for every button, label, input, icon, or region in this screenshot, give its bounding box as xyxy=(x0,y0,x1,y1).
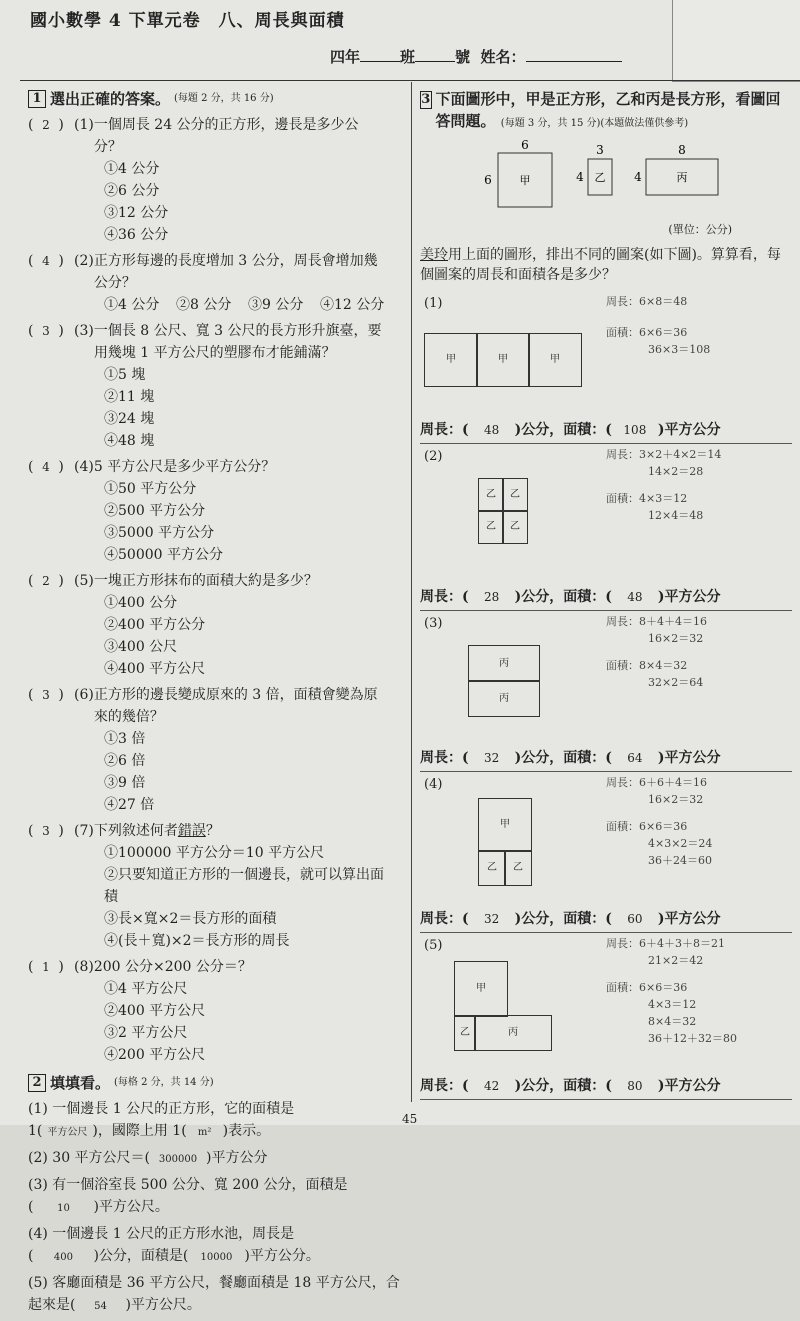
fill-item xyxy=(28,1147,400,1171)
question-stem: 200 公分×200 公分＝？ xyxy=(93,959,252,975)
calc-line: 面積：6×6＝36 xyxy=(606,326,688,339)
fill-answer: 10 xyxy=(57,1203,70,1214)
option-list xyxy=(104,294,400,316)
arrangement-part xyxy=(420,444,792,611)
shape-cell: 乙 xyxy=(502,478,528,512)
calc-line: 12×4＝48 xyxy=(648,509,704,522)
question-item xyxy=(28,570,400,680)
result-line xyxy=(420,908,721,930)
area-answer: 108 xyxy=(623,423,647,437)
result-text: 周長：( xyxy=(420,589,469,605)
question-number: (4) xyxy=(74,459,94,475)
option: ②400 平方公尺 xyxy=(104,1003,206,1019)
answer-slot: ( 2 ) xyxy=(28,570,74,592)
fill-text: )平方公分 xyxy=(206,1150,268,1166)
option: ①3 倍 xyxy=(104,731,146,747)
calc-line: 面積：6×6＝36 xyxy=(606,820,688,833)
part-number: (3) xyxy=(424,616,443,631)
option: ④36 公分 xyxy=(104,227,169,243)
student-name: 美玲 xyxy=(420,247,448,263)
left-column xyxy=(28,88,400,1321)
option: ①400 公分 xyxy=(104,595,178,611)
calc-line: 32×2＝64 xyxy=(648,676,704,689)
fill-answer: 54 xyxy=(94,1301,107,1312)
number-label: 號 xyxy=(455,48,471,66)
question-list xyxy=(28,114,400,1066)
fill-text: (3) 有一個浴室長 500 公分、寬 200 公分，面積是 xyxy=(28,1177,348,1193)
fill-text: (4) 一個邊長 1 公尺的正方形水池，周長是 xyxy=(28,1226,295,1242)
calc-line: 21×2＝42 xyxy=(648,954,704,967)
unit-note: (單位：公分) xyxy=(668,223,732,236)
section-number: 2 xyxy=(28,1074,46,1092)
shape-cell: 乙 xyxy=(454,1015,476,1051)
result-text: )平方公分 xyxy=(657,589,721,605)
option: ④400 平方公尺 xyxy=(104,661,206,677)
calc-line: 周長：3×2＋4×2＝14 xyxy=(606,448,722,461)
fill-item xyxy=(28,1223,400,1269)
option: ①50 平方公分 xyxy=(104,481,197,497)
result-text: )公分，面積：( xyxy=(514,1078,612,1094)
perimeter-answer: 48 xyxy=(483,423,500,437)
answer-value: 3 xyxy=(42,324,50,338)
option: ②8 公分 xyxy=(176,297,232,313)
reference-shapes xyxy=(420,139,792,225)
fill-text: ( xyxy=(28,1199,34,1215)
question-stem: 5 平方公尺是多少平方公分？ xyxy=(93,459,276,475)
fill-text: ( xyxy=(28,1248,34,1264)
section-3-heading xyxy=(420,88,792,135)
option: ③5000 平方公分 xyxy=(104,525,215,541)
shape-cell: 乙 xyxy=(478,510,504,544)
calc-line: 36＋24＝60 xyxy=(648,854,712,867)
result-line xyxy=(420,747,721,769)
option: ④48 塊 xyxy=(104,433,155,449)
fill-item xyxy=(28,1272,400,1318)
fill-text: )，國際上用 1( xyxy=(92,1123,187,1139)
question-number: (8) xyxy=(74,959,94,975)
option: ①4 公分 xyxy=(104,297,160,313)
question-stem: 正方形的邊長變成原來的 3 倍，面積會變為原來的幾倍？ xyxy=(93,687,378,725)
shape-cell: 甲 xyxy=(454,961,508,1017)
result-text: )平方公分 xyxy=(657,750,721,766)
option-list xyxy=(104,592,400,680)
question-number: (3) xyxy=(74,323,94,339)
option: ①5 塊 xyxy=(104,367,146,383)
answer-value: 4 xyxy=(42,254,50,268)
score-box xyxy=(672,0,800,82)
area-answer: 48 xyxy=(627,590,643,604)
option: ①4 平方公尺 xyxy=(104,981,188,997)
shape-cell: 甲 xyxy=(424,333,478,387)
page-title: 國小數學 4 下單元卷 八、周長與面積 xyxy=(30,11,345,31)
calc-line: 36×3＝108 xyxy=(648,343,711,356)
dim-label: 6 xyxy=(484,173,492,187)
question-stem: 一個周長 24 公分的正方形，邊長是多少公分？ xyxy=(93,117,359,155)
result-text: )平方公分 xyxy=(657,422,721,438)
shape-yi-label: 乙 xyxy=(594,171,606,184)
fill-answer: m² xyxy=(197,1127,212,1138)
option: ④12 公分 xyxy=(320,297,385,313)
calc-line: 16×2＝32 xyxy=(648,793,704,806)
result-text: )公分，面積：( xyxy=(514,750,612,766)
fill-answer: 400 xyxy=(53,1252,74,1263)
fill-answer: 10000 xyxy=(200,1252,233,1263)
shape-cell: 乙 xyxy=(478,478,504,512)
student-info-row xyxy=(330,46,622,67)
section-note: (每格 2 分，共 14 分) xyxy=(114,1077,214,1088)
question-stem xyxy=(94,820,384,842)
section-2-heading xyxy=(28,1072,400,1094)
number-blank xyxy=(415,47,455,62)
fill-text: )公分，面積是( xyxy=(93,1248,189,1264)
result-text: 周長：( xyxy=(420,1078,469,1094)
section-note: (每題 3 分，共 15 分) xyxy=(500,118,601,129)
question-stem: 一塊正方形抹布的面積大約是多少？ xyxy=(93,573,318,589)
question-item xyxy=(28,956,400,1066)
result-text: )公分，面積：( xyxy=(514,422,612,438)
arrangement-parts xyxy=(420,291,792,1100)
fill-answer: 平方公尺 xyxy=(47,1127,88,1138)
part-number: (4) xyxy=(424,777,443,792)
option: ①100000 平方公分＝10 平方公尺 xyxy=(104,845,325,861)
arrangement-part xyxy=(420,772,792,933)
option: ③9 倍 xyxy=(104,775,146,791)
right-column xyxy=(420,88,792,1100)
result-line xyxy=(420,419,721,441)
stem-text: 下列敘述何者 xyxy=(93,823,178,839)
name-blank xyxy=(526,47,622,62)
fill-item xyxy=(28,1174,400,1220)
question-item xyxy=(28,320,400,452)
part-number: (5) xyxy=(424,938,443,953)
question-stem: 正方形每邊的長度增加 3 公分，周長會增加幾公分？ xyxy=(93,253,378,291)
fill-text: )平方公尺。 xyxy=(93,1199,169,1215)
fill-text: )平方公分。 xyxy=(244,1248,320,1264)
calc-line: 16×2＝32 xyxy=(648,632,704,645)
option: ③400 公尺 xyxy=(104,639,178,655)
answer-slot: ( 4 ) xyxy=(28,456,74,478)
option-list xyxy=(104,978,400,1066)
header-divider xyxy=(20,80,800,81)
option: ③長×寬×2＝長方形的面積 xyxy=(104,911,277,927)
area-answer: 80 xyxy=(627,1079,643,1093)
option: ③2 平方公尺 xyxy=(104,1025,188,1041)
shape-cell: 乙 xyxy=(502,510,528,544)
section-3-intro xyxy=(420,245,792,285)
dim-label: 4 xyxy=(634,170,642,184)
option: ②500 平方公分 xyxy=(104,503,206,519)
fill-item xyxy=(28,1098,400,1144)
calculation xyxy=(606,446,721,524)
option: ②6 公分 xyxy=(104,183,160,199)
calc-line: 14×2＝28 xyxy=(648,465,704,478)
option-list xyxy=(104,364,400,452)
class-blank xyxy=(360,47,400,62)
dim-label: 8 xyxy=(678,143,686,157)
answer-value: 3 xyxy=(42,824,50,838)
shape-cell: 丙 xyxy=(468,680,540,717)
area-answer: 64 xyxy=(627,751,643,765)
calculation xyxy=(606,293,710,358)
calc-line: 4×3＝12 xyxy=(648,998,697,1011)
question-item xyxy=(28,456,400,566)
option-list xyxy=(104,478,400,566)
question-item xyxy=(28,684,400,816)
dim-label: 3 xyxy=(596,143,604,157)
question-number: (6) xyxy=(74,687,94,703)
stem-emphasis: 錯誤 xyxy=(177,823,206,839)
shape-cell: 丙 xyxy=(474,1015,552,1051)
question-number: (7) xyxy=(74,823,94,839)
answer-slot: ( 3 ) xyxy=(28,684,74,706)
option: ④(長＋寬)×2＝長方形的周長 xyxy=(104,933,290,949)
result-text: )公分，面積：( xyxy=(514,911,612,927)
calc-line: 36＋12＋32＝80 xyxy=(648,1032,737,1045)
section-number: 1 xyxy=(28,90,46,108)
stem-text: ？ xyxy=(205,823,220,839)
dim-label: 6 xyxy=(521,139,529,152)
result-text: 周長：( xyxy=(420,911,469,927)
shape-bing-label: 丙 xyxy=(676,171,688,184)
shape-cell: 甲 xyxy=(478,798,532,852)
part-number: (1) xyxy=(424,296,443,311)
fill-text: (1) 一個邊長 1 公尺的正方形，它的面積是 xyxy=(28,1101,295,1117)
calculation xyxy=(606,774,712,869)
section-title: 選出正確的答案。 xyxy=(50,90,171,108)
result-text: )平方公分 xyxy=(657,911,721,927)
question-number: (5) xyxy=(74,573,94,589)
answer-value: 4 xyxy=(42,460,50,474)
intro-text: 用上面的圖形，排出不同的圖案(如下圖)。算算看，每個圖案的周長和面積各是多少？ xyxy=(420,247,781,283)
page-number: 45 xyxy=(402,1112,418,1126)
arrangement-part xyxy=(420,291,792,444)
fill-text: (5) 客廳面積是 36 平方公尺，餐廳面積是 18 平方公尺，合起來是( xyxy=(28,1275,400,1313)
result-text: )公分，面積：( xyxy=(514,589,612,605)
calculation xyxy=(606,935,737,1047)
section-number: 3 xyxy=(421,92,431,107)
option: ③12 公分 xyxy=(104,205,169,221)
option: ②400 平方公分 xyxy=(104,617,206,633)
option-list xyxy=(104,842,400,952)
section-1-heading xyxy=(28,88,400,110)
calc-line: 周長：8＋4＋4＝16 xyxy=(606,615,707,628)
option: ④50000 平方公分 xyxy=(104,547,223,563)
fill-answer: 300000 xyxy=(158,1154,198,1165)
shape-cell: 乙 xyxy=(504,850,532,886)
class-label: 班 xyxy=(400,48,416,66)
answer-value: 2 xyxy=(42,118,50,132)
answer-slot: ( 1 ) xyxy=(28,956,74,978)
area-answer: 60 xyxy=(627,912,643,926)
answer-slot: ( 3 ) xyxy=(28,820,74,842)
fill-text: )表示。 xyxy=(222,1123,271,1139)
part-number: (2) xyxy=(424,449,443,464)
answer-slot: ( 3 ) xyxy=(28,320,74,342)
shape-jia-label: 甲 xyxy=(519,174,531,187)
answer-value: 2 xyxy=(42,574,50,588)
question-number: (2) xyxy=(74,253,94,269)
result-text: 周長：( xyxy=(420,422,469,438)
section-title-wrap xyxy=(436,88,792,135)
calc-line: 周長：6×8＝48 xyxy=(606,295,688,308)
answer-value: 3 xyxy=(42,688,50,702)
calc-line: 面積：4×3＝12 xyxy=(606,492,688,505)
section-note: (每題 2 分，共 16 分) xyxy=(174,93,274,104)
calc-line: 面積：6×6＝36 xyxy=(606,981,688,994)
section-note-2: (本題做法僅供參考) xyxy=(600,118,689,129)
perimeter-answer: 32 xyxy=(483,912,500,926)
calc-line: 周長：6＋6＋4＝16 xyxy=(606,776,707,789)
question-stem: 一個長 8 公尺、寬 3 公尺的長方形升旗臺，要用幾塊 1 平方公尺的塑膠布才能鋪滿？ xyxy=(93,323,382,361)
option: ③24 塊 xyxy=(104,411,155,427)
question-item xyxy=(28,250,400,316)
option: ②只要知道正方形的一個邊長，就可以算出面積 xyxy=(104,867,384,905)
shape-cell: 甲 xyxy=(528,333,582,387)
question-item xyxy=(28,820,400,952)
column-divider xyxy=(411,82,412,1102)
question-item xyxy=(28,114,400,246)
arrangement-part xyxy=(420,933,792,1100)
option: ②6 倍 xyxy=(104,753,146,769)
option-list xyxy=(104,158,400,246)
fill-text: )平方公尺。 xyxy=(125,1297,201,1313)
dim-label: 4 xyxy=(576,170,584,184)
option-list xyxy=(104,728,400,816)
arrangement-part xyxy=(420,611,792,772)
question-number: (1) xyxy=(74,117,94,133)
perimeter-answer: 42 xyxy=(483,1079,500,1093)
option: ③9 公分 xyxy=(248,297,304,313)
calc-line: 面積：8×4＝32 xyxy=(606,659,688,672)
option: ④200 平方公尺 xyxy=(104,1047,206,1063)
calc-line: 8×4＝32 xyxy=(648,1015,697,1028)
perimeter-answer: 28 xyxy=(483,590,500,604)
calc-line: 周長：6＋4＋3＋8＝21 xyxy=(606,937,725,950)
option: ②11 塊 xyxy=(104,389,155,405)
grade-label: 四年 xyxy=(330,48,361,66)
answer-slot: ( 2 ) xyxy=(28,114,74,136)
result-text: 周長：( xyxy=(420,750,469,766)
calc-line: 4×3×2＝24 xyxy=(648,837,713,850)
fill-text: 1( xyxy=(28,1123,43,1139)
shape-cell: 甲 xyxy=(476,333,530,387)
result-line xyxy=(420,1075,721,1097)
name-label: 姓名： xyxy=(480,48,526,66)
shape-cell: 乙 xyxy=(478,850,506,886)
perimeter-answer: 32 xyxy=(483,751,500,765)
result-line xyxy=(420,586,721,608)
fill-text: (2) 30 平方公尺＝( xyxy=(28,1150,151,1166)
shape-cell: 丙 xyxy=(468,645,540,682)
result-text: )平方公分 xyxy=(657,1078,721,1094)
calculation xyxy=(606,613,707,691)
option: ①4 公分 xyxy=(104,161,160,177)
option: ④27 倍 xyxy=(104,797,155,813)
answer-value: 1 xyxy=(42,960,50,974)
section-title: 下面圖形中，甲是正方形，乙和丙是長方形，看圖回答問題。 xyxy=(435,90,781,130)
answer-slot: ( 4 ) xyxy=(28,250,74,272)
section-title: 填填看。 xyxy=(50,1074,111,1092)
